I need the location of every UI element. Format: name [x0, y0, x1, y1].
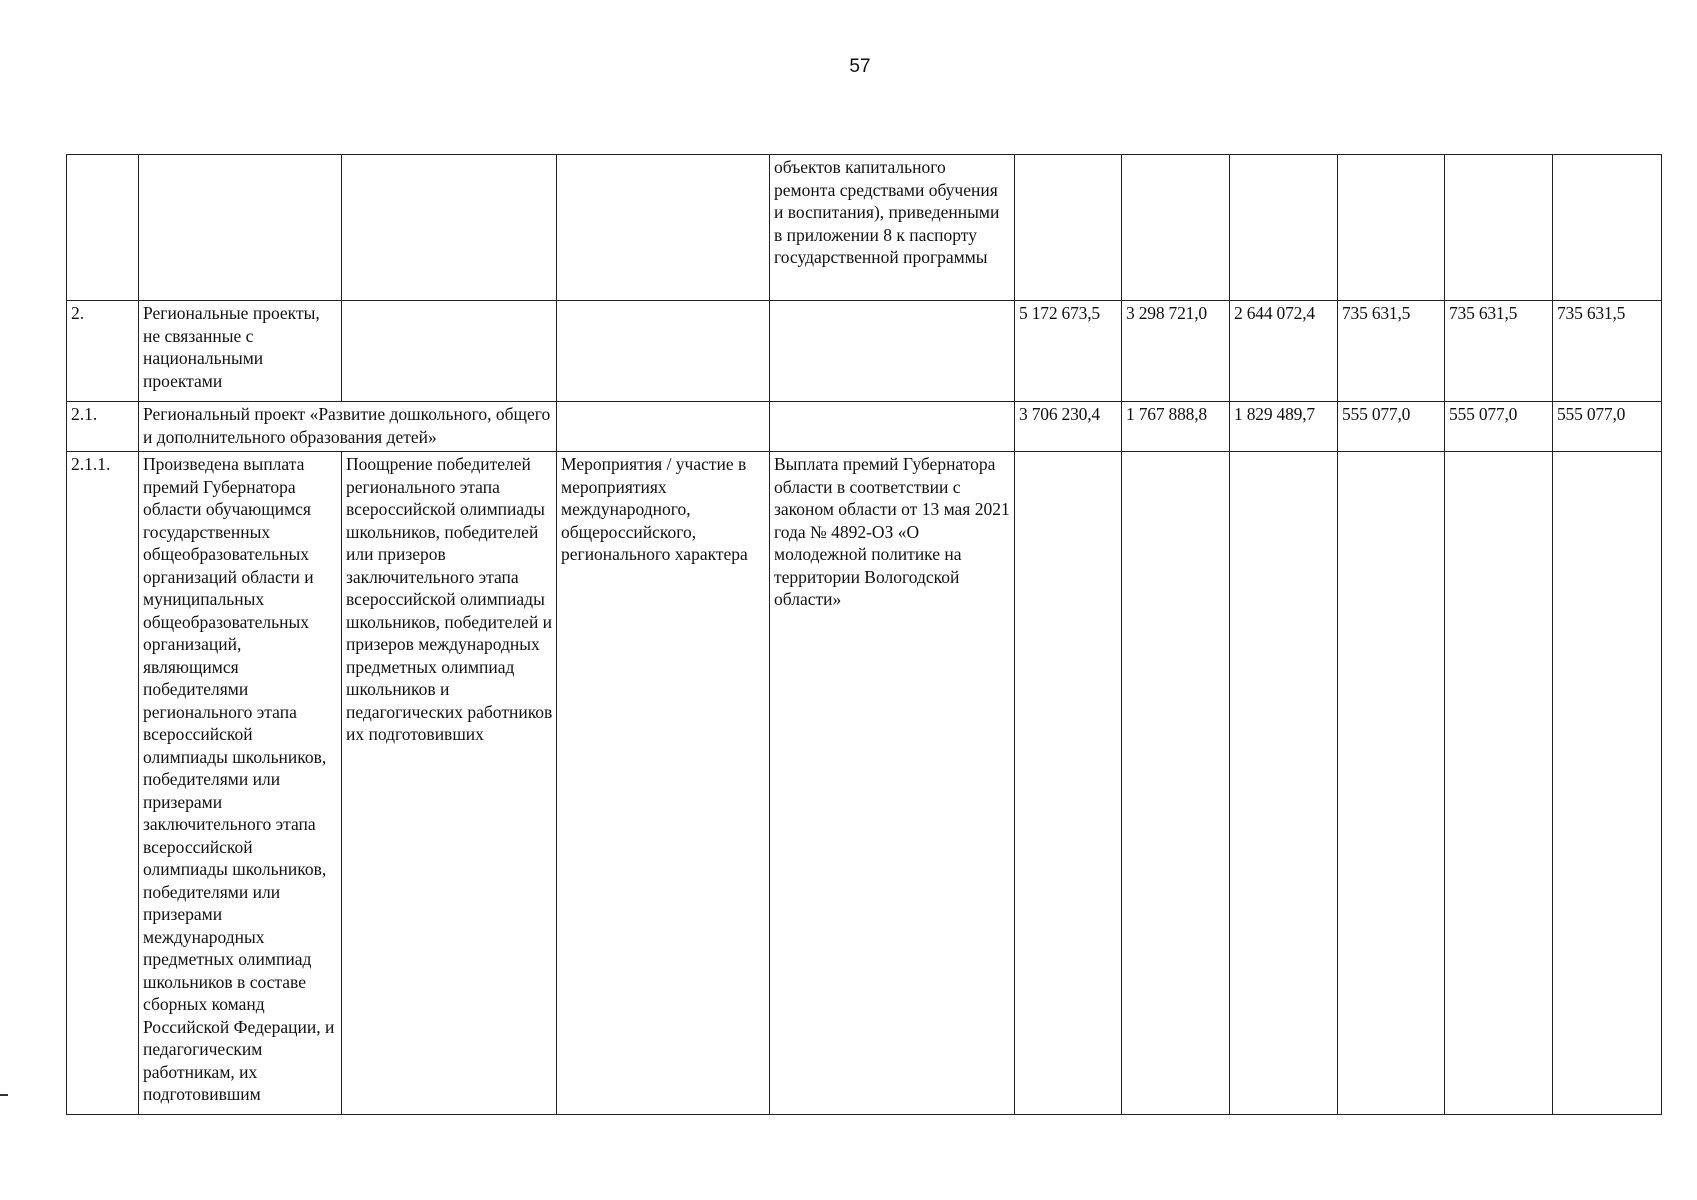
- row-value: 3 298 721,0: [1122, 301, 1230, 402]
- program-table: [66, 154, 1662, 1115]
- row-characteristic: объектов капитального ремонта средствами обучения и воспитания), приведенными в приложении 8 к паспорту государственной программы: [770, 155, 1015, 301]
- row-value: 735 631,5: [1338, 301, 1445, 402]
- row-characteristic: [770, 301, 1015, 402]
- row-result: [139, 155, 342, 301]
- table-row: [67, 402, 1662, 452]
- row-result: Региональные проекты, не связанные с национальными проектами: [139, 301, 342, 402]
- row-task: Поощрение победителей регионального этапа всероссийской олимпиады школьников, победителей или призеров заключительного этапа всероссийской олимпиады школьников, победителей и призеров международных предметных олимпиад школьников и педагогических работников их подготовивших: [342, 452, 557, 1115]
- row-number: 2.1.: [67, 402, 139, 452]
- row-number: 2.: [67, 301, 139, 402]
- row-value: [1445, 452, 1553, 1115]
- row-result: Произведена выплата премий Губернатора области обучающимся государственных общеобразовательных организаций области и муниципальных общеобразовательных организаций, являющимся победителями регионального этапа всероссийской олимпиады школьников, победителями или призерами заключительного этапа всероссийской олимпиады школьников, победителями или призерами международных предметных олимпиад школьников в составе сборных команд Российской Федерации, и педагогическим работникам, их подготовившим: [139, 452, 342, 1115]
- row-value: [1338, 452, 1445, 1115]
- row-value: 555 077,0: [1445, 402, 1553, 452]
- row-value: [1230, 155, 1338, 301]
- row-value: 2 644 072,4: [1230, 301, 1338, 402]
- table-row: [67, 155, 1662, 301]
- row-result: Региональный проект «Развитие дошкольного, общего и дополнительного образования детей»: [139, 402, 557, 452]
- row-value: [1015, 155, 1122, 301]
- row-value: [1553, 452, 1662, 1115]
- row-value: [1338, 155, 1445, 301]
- row-event-type: [557, 301, 770, 402]
- table-row: [67, 452, 1662, 1115]
- row-event-type: Мероприятия / участие в мероприятиях международного, общероссийского, регионального характера: [557, 452, 770, 1115]
- row-value: 1 767 888,8: [1122, 402, 1230, 452]
- row-value: [1015, 452, 1122, 1115]
- row-value: [1445, 155, 1553, 301]
- row-value: 735 631,5: [1553, 301, 1662, 402]
- row-value: 555 077,0: [1338, 402, 1445, 452]
- row-value: [1230, 452, 1338, 1115]
- row-value: 735 631,5: [1445, 301, 1553, 402]
- row-event-type: [557, 155, 770, 301]
- row-value: [1122, 155, 1230, 301]
- row-value: 5 172 673,5: [1015, 301, 1122, 402]
- row-number: [67, 155, 139, 301]
- row-value: 3 706 230,4: [1015, 402, 1122, 452]
- row-value: 1 829 489,7: [1230, 402, 1338, 452]
- row-number: 2.1.1.: [67, 452, 139, 1115]
- page-number: 57: [849, 56, 871, 77]
- row-task: [342, 301, 557, 402]
- row-value: [1122, 452, 1230, 1115]
- row-value: [1553, 155, 1662, 301]
- margin-mark: [0, 1094, 8, 1096]
- row-task: [342, 155, 557, 301]
- table-row: [67, 301, 1662, 402]
- row-characteristic: [770, 402, 1015, 452]
- row-event-type: [557, 402, 770, 452]
- row-characteristic: Выплата премий Губернатора области в соответствии с законом области от 13 мая 2021 года № 4892-ОЗ «О молодежной политике на территории Вологодской области»: [770, 452, 1015, 1115]
- row-value: 555 077,0: [1553, 402, 1662, 452]
